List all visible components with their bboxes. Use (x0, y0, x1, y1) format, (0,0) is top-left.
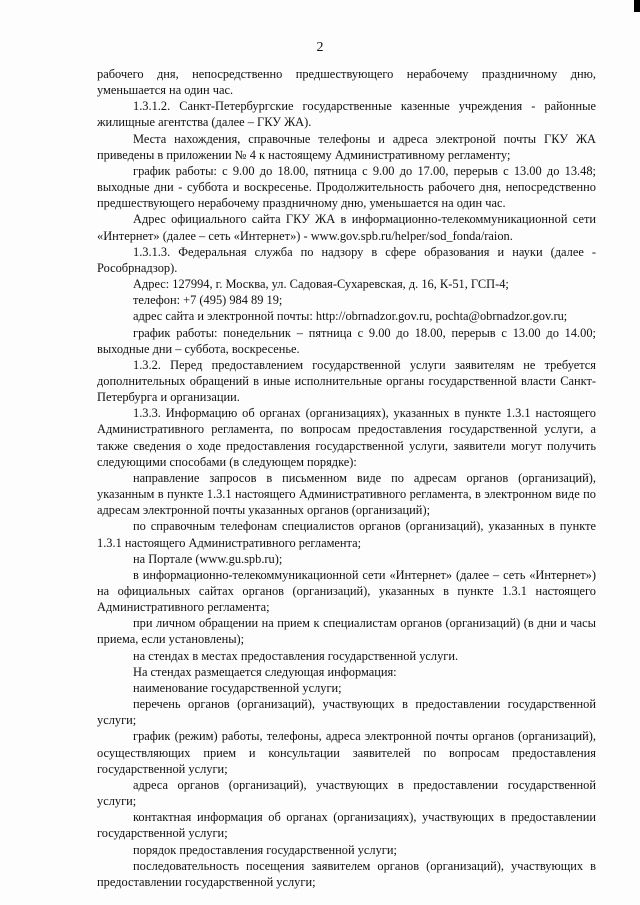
paragraph: 1.3.2. Перед предоставлением государственной услуги заявителям не требуется дополнительных обращений в иные исполнительные органы государственной власти Санкт-Петербурга и организации. (97, 357, 596, 405)
scan-edge-mark (634, 0, 640, 12)
paragraph: адрес сайта и электронной почты: http://obrnadzor.gov.ru, pochta@obrnadzor.gov.ru; (133, 309, 568, 324)
paragraph: адреса органов (организаций), участвующих в предоставлении государственной услуги; (97, 777, 596, 809)
paragraph: направление запросов в письменном виде по адресам органов (организаций), указанным в пункте 1.3.1 настоящего Административного регламента, в электронном виде по адресам электронной почты указанных органов (организаций); (97, 470, 596, 518)
paragraph: 1.3.1.2. Санкт-Петербургские государственные казенные учреждения - районные жилищные агентства (далее – ГКУ ЖА). (97, 99, 596, 130)
document-body (97, 66, 596, 890)
paragraph: На стендах размещается следующая информация: (133, 664, 397, 679)
paragraph: график (режим) работы, телефоны, адреса электронной почты органов (организаций), осуществляющих прием и консультации заявителей по вопросам предоставления государственной услуги; (97, 729, 596, 776)
paragraph: при личном обращении на прием к специалистам органов (организаций) (в дни и часы приема, если установлены); (97, 616, 596, 647)
paragraph: контактная информация об органах (организациях), участвующих в предоставлении государственной услуги; (97, 810, 596, 841)
paragraph: 1.3.3. Информацию об органах (организациях), указанных в пункте 1.3.1 настоящего Административного регламента, по вопросам предоставления государственной услуги, а также сведения о ходе предоставления государственной услуги, заявители могут получить следующими способами (в следующем порядке): (97, 406, 596, 469)
paragraph: график работы: с 9.00 до 18.00, пятница с 9.00 до 17.00, перерыв с 13.00 до 13.48; выходные дни - суббота и воскресенье. Продолжительность рабочего дня, непосредственно предшествующего нерабочему праздничному дню, уменьшается на один час. (97, 163, 596, 211)
paragraph: перечень органов (организаций), участвующих в предоставлении государственной услуги; (97, 697, 596, 728)
paragraph: график работы: понедельник – пятница с 9.00 до 18.00, перерыв с 13.00 до 14.00; выходные дни – суббота, воскресенье. (97, 325, 596, 356)
paragraph: наименование государственной услуги; (133, 680, 342, 695)
paragraph: по справочным телефонам специалистов органов (организаций), указанных в пункте 1.3.1 настоящего Административного регламента; (97, 519, 596, 550)
paragraph: на Портале (www.gu.spb.ru); (133, 551, 283, 566)
paragraph: на стендах в местах предоставления государственной услуги. (133, 648, 459, 663)
paragraph: порядок предоставления государственной услуги; (133, 842, 397, 857)
paragraph: последовательность посещения заявителем органов (организаций), участвующих в предоставлении государственной услуги; (97, 858, 596, 889)
paragraph: Места нахождения, справочные телефоны и адреса электроной почты ГКУ ЖА приведены в приложении № 4 к настоящему Административному регламенту; (97, 131, 596, 162)
paragraph: 1.3.1.3. Федеральная служба по надзору в сфере образования и науки (далее - Рособрнадзор). (97, 244, 596, 275)
paragraph: телефон: +7 (495) 984 89 19; (133, 293, 283, 308)
paragraph: Адрес официального сайта ГКУ ЖА в информационно-телекоммуникационной сети «Интернет» (далее – сеть «Интернет») - www.gov.spb.ru/helper/sod_fonda/raion. (97, 212, 596, 243)
page-number: 2 (316, 40, 324, 55)
paragraph: в информационно-телекоммуникационной сети «Интернет» (далее – сеть «Интернет») на официальных сайтах органов (организаций), указанных в пункте 1.3.1 настоящего Административного регламента; (97, 567, 596, 615)
paragraph: рабочего дня, непосредственно предшествующего нерабочему праздничному дню, уменьшается на один час. (97, 67, 596, 98)
paragraph: Адрес: 127994, г. Москва, ул. Садовая-Сухаревская, д. 16, К-51, ГСП-4; (133, 277, 509, 292)
